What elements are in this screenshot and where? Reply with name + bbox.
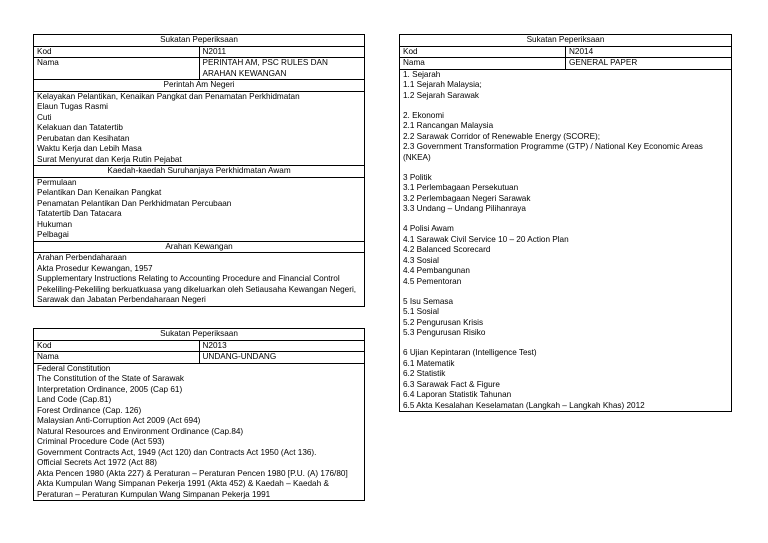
list-item: Penamatan Pelantikan Dan Perkhidmatan Percubaan bbox=[37, 198, 232, 208]
list-item: 6.4 Laporan Statistik Tahunan bbox=[403, 390, 512, 399]
list-item: 3.2 Perlembagaan Negeri Sarawak bbox=[403, 193, 531, 203]
list-item: Government Contracts Act, 1949 (Act 120) dan Contracts Act 1950 (Act 136). bbox=[37, 447, 317, 457]
list-item: Official Secrets Act 1972 (Act 88) bbox=[37, 458, 157, 467]
nama-value: UNDANG-UNDANG bbox=[199, 352, 365, 364]
list-item: 4.3 Sosial bbox=[403, 255, 439, 265]
list-item: 6.3 Sarawak Fact & Figure bbox=[403, 379, 500, 389]
list-item: 2.1 Rancangan Malaysia bbox=[403, 121, 494, 130]
table-title: Sukatan Peperiksaan bbox=[34, 35, 365, 47]
topic-heading: 2. Ekonomi bbox=[403, 110, 444, 120]
list-item: 5.1 Sosial bbox=[403, 307, 439, 316]
topic-heading: 1. Sejarah bbox=[403, 69, 441, 79]
nama-value: PERINTAH AM, PSC RULES DAN ARAHAN KEWANGAN bbox=[199, 58, 365, 80]
list-item: 6.2 Statistik bbox=[403, 369, 446, 378]
section-heading: Kaedah-kaedah Suruhanjaya Perkhidmatan Awam bbox=[34, 166, 365, 178]
list-item: 4.4 Pembangunan bbox=[403, 266, 470, 275]
section-items bbox=[34, 177, 365, 241]
list-item: Cuti bbox=[37, 112, 52, 122]
list-item: Pelantikan Dan Kenaikan Pangkat bbox=[37, 188, 162, 197]
list-item: Akta Pencen 1980 (Akta 227) & Peraturan – Peraturan Pencen 1980 [P.U. (A) 176/80] bbox=[37, 468, 348, 478]
nama-label: Nama bbox=[34, 58, 200, 80]
spacer bbox=[403, 101, 728, 111]
list-item: Land Code (Cap.81) bbox=[37, 395, 112, 404]
list-item: 1.1 Sejarah Malaysia; bbox=[403, 80, 482, 89]
list-item: 4.1 Sarawak Civil Service 10 – 20 Action Plan bbox=[403, 234, 569, 244]
section-heading: Perintah Am Negeri bbox=[34, 80, 365, 92]
syllabus-table-n2013 bbox=[33, 328, 365, 501]
list-item: 5.3 Pengurusan Risiko bbox=[403, 328, 486, 337]
list-item: 2.3 Government Transformation Programme (GTP) / National Key Economic Areas bbox=[403, 142, 703, 151]
list-item: Akta Kumpulan Wang Simpanan Pekerja 1991 (Akta 452) & Kaedah – Kaedah & Peraturan – Peraturan Kumpulan Wang Simpanan Pekerja 1991 bbox=[37, 479, 329, 499]
section-heading: Arahan Kewangan bbox=[34, 241, 365, 253]
topic-heading: 3 Politik bbox=[403, 172, 432, 182]
list-item: Federal Constitution bbox=[37, 363, 111, 373]
list-item: Permulaan bbox=[37, 177, 77, 187]
list-item: 3.3 Undang – Undang Pilihanraya bbox=[403, 204, 526, 213]
nama-value: GENERAL PAPER bbox=[566, 58, 732, 70]
syllabus-table-n2011 bbox=[33, 34, 365, 307]
list-item: Kelakuan dan Tatatertib bbox=[37, 123, 123, 132]
topic-heading: 5 Isu Semasa bbox=[403, 296, 454, 306]
list-item: 2.2 Sarawak Corridor of Renewable Energy (SCORE); bbox=[403, 131, 601, 141]
list-item: Elaun Tugas Rasmi bbox=[37, 102, 108, 111]
list-item: Perubatan dan Kesihatan bbox=[37, 133, 130, 143]
list-item: 3.1 Perlembagaan Persekutuan bbox=[403, 183, 519, 192]
list-item: The Constitution of the State of Sarawak bbox=[37, 374, 185, 383]
section-items bbox=[34, 91, 365, 166]
list-item: Pelbagai bbox=[37, 230, 69, 239]
list-item: Natural Resources and Environment Ordinance (Cap.84) bbox=[37, 426, 244, 436]
list-item: Akta Prosedur Kewangan, 1957 bbox=[37, 263, 153, 273]
list-item: 4.5 Pementoran bbox=[403, 276, 462, 286]
list-item: Malaysian Anti-Corruption Act 2009 (Act 694) bbox=[37, 416, 201, 425]
list-item: 1.2 Sejarah Sarawak bbox=[403, 90, 480, 100]
list-item: 5.2 Pengurusan Krisis bbox=[403, 317, 484, 327]
spacer bbox=[403, 287, 728, 297]
list-item: Supplementary Instructions Relating to Accounting Procedure and Financial Control bbox=[37, 274, 340, 283]
list-item: Kelayakan Pelantikan, Kenaikan Pangkat dan Penamatan Perkhidmatan bbox=[37, 91, 300, 101]
list-item: Hukuman bbox=[37, 219, 73, 229]
table-title: Sukatan Peperiksaan bbox=[34, 329, 365, 341]
spacer bbox=[403, 215, 728, 225]
list-item: Arahan Perbendaharaan bbox=[37, 253, 127, 262]
list-item: Forest Ordinance (Cap. 126) bbox=[37, 405, 142, 415]
list-item: Waktu Kerja dan Lebih Masa bbox=[37, 144, 142, 153]
spacer bbox=[403, 163, 728, 173]
list-item: Pekeliling-Pekeliling berkuatkuasa yang dikeluarkan oleh Setiausaha Kewangan Negeri, Sarawak dan Jabatan Perbendaharaan Negeri bbox=[37, 284, 357, 304]
topic-heading: 6 Ujian Kepintaran (Intelligence Test) bbox=[403, 348, 537, 357]
list-item: Surat Menyurat dan Kerja Rutin Pejabat bbox=[37, 154, 182, 164]
kod-value: N2013 bbox=[199, 340, 365, 352]
list-item: Interpretation Ordinance, 2005 (Cap 61) bbox=[37, 384, 183, 394]
topic-list bbox=[400, 69, 732, 412]
list-item: 6.5 Akta Kesalahan Keselamatan (Langkah – Langkah Khas) 2012 bbox=[403, 400, 645, 410]
kod-value: N2014 bbox=[566, 46, 732, 58]
topic-heading: 4 Polisi Awam bbox=[403, 224, 454, 233]
law-list bbox=[34, 363, 365, 501]
list-item: 4.2 Balanced Scorecard bbox=[403, 245, 491, 254]
nama-label: Nama bbox=[34, 352, 200, 364]
syllabus-table-n2014 bbox=[399, 34, 732, 412]
nama-label: Nama bbox=[400, 58, 566, 70]
kod-label: Kod bbox=[400, 46, 566, 58]
kod-label: Kod bbox=[34, 340, 200, 352]
list-item: Criminal Procedure Code (Act 593) bbox=[37, 437, 165, 446]
spacer bbox=[403, 339, 728, 349]
list-item: (NKEA) bbox=[403, 152, 431, 162]
kod-value: N2011 bbox=[199, 46, 365, 58]
table-title: Sukatan Peperiksaan bbox=[400, 35, 732, 47]
kod-label: Kod bbox=[34, 46, 200, 58]
list-item: Tatatertib Dan Tatacara bbox=[37, 209, 122, 218]
list-item: 6.1 Matematik bbox=[403, 358, 455, 368]
section-items bbox=[34, 253, 365, 307]
